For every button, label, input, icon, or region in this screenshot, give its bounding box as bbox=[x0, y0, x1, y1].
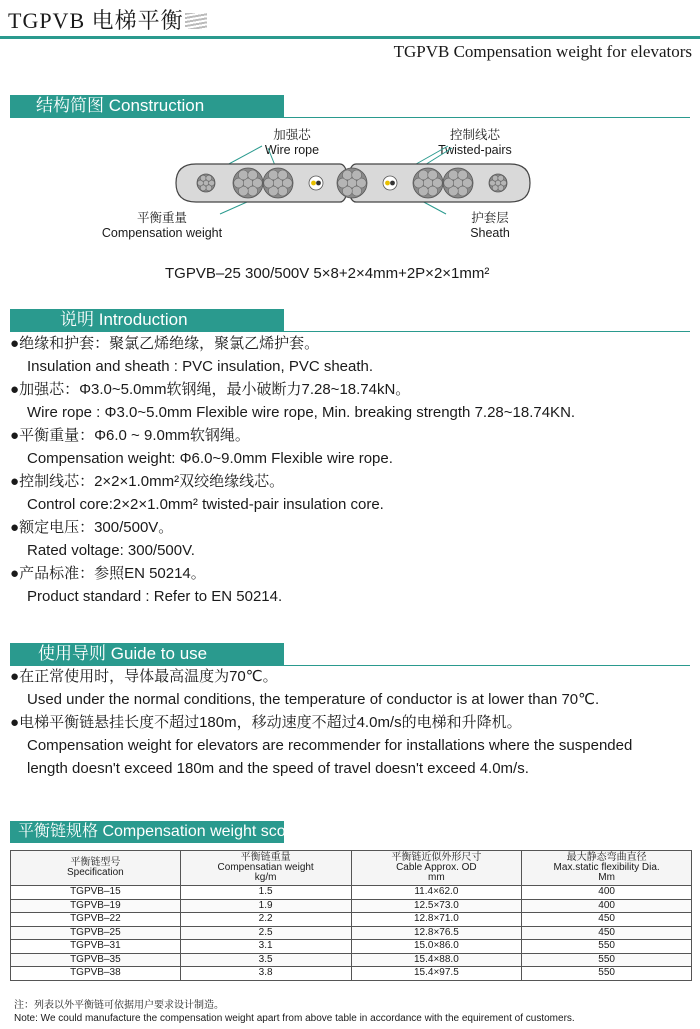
scope-heading: 平衡链规格 Compensation weight scope bbox=[10, 821, 284, 843]
table-header-line: Compensatian weight bbox=[217, 862, 314, 873]
table-cell: TGPVB–35 bbox=[11, 953, 181, 967]
table-cell: TGPVB–22 bbox=[11, 913, 181, 927]
intro-item-1-en: Insulation and sheath : PVC insulation, PVC sheath. bbox=[27, 358, 374, 375]
table-cell: 12.8×76.5 bbox=[351, 926, 522, 940]
table-header-cell bbox=[522, 851, 692, 886]
compensation-rope-core bbox=[443, 168, 473, 198]
intro-item-2-en: Wire rope : Φ3.0~5.0mm Flexible wire rope, Min. breaking strength 7.28~18.74KN. bbox=[27, 404, 576, 421]
table-cell: 15.0×86.0 bbox=[351, 940, 522, 954]
guide-item-2-cn: ●电梯平衡链悬挂长度不超过180m，移动速度不超过4.0m/s的电梯和升降机。 bbox=[10, 714, 522, 731]
table-cell: 15.4×88.0 bbox=[351, 953, 522, 967]
guide-heading: 使用导则 Guide to use bbox=[10, 643, 284, 665]
scope-section bbox=[10, 821, 690, 843]
table-cell: 1.5 bbox=[180, 886, 351, 900]
guide-list bbox=[10, 665, 690, 780]
wire-rope-label-en: Wire rope bbox=[264, 143, 320, 157]
table-cell: 450 bbox=[522, 913, 692, 927]
wire-rope-core bbox=[489, 174, 507, 192]
table-row bbox=[11, 940, 692, 954]
table-header-cell bbox=[11, 851, 181, 886]
guide-item-2-en-line2: length doesn't exceed 180m and the speed of travel doesn't exceed 4.0m/s. bbox=[27, 760, 529, 777]
table-row bbox=[11, 967, 692, 981]
table-cell: TGPVB–31 bbox=[11, 940, 181, 954]
compensation-rope-core bbox=[233, 168, 263, 198]
note-cn: 注：列表以外平衡链可依据用户要求设计制造。 bbox=[14, 1000, 224, 1011]
table-header-row bbox=[11, 851, 692, 886]
table-header-line: Cable Approx. OD bbox=[396, 862, 477, 873]
wire-rope-core bbox=[197, 174, 215, 192]
introduction-list bbox=[10, 332, 690, 608]
cable-cores bbox=[197, 168, 507, 198]
table-cell: 2.2 bbox=[180, 913, 351, 927]
intro-item-4-cn-text: 控制线芯：2×2×1.0mm²双绞绝缘线芯。 bbox=[19, 473, 285, 490]
table-row bbox=[11, 926, 692, 940]
table-cell: 12.5×73.0 bbox=[351, 899, 522, 913]
table-cell: 3.1 bbox=[180, 940, 351, 954]
table-cell: TGPVB–15 bbox=[11, 886, 181, 900]
table-header-line: 最大静态弯曲直径 bbox=[566, 852, 647, 863]
sheath-label-cn: 护套层 bbox=[471, 211, 509, 225]
compensation-weight-label-en: Compensation weight bbox=[101, 226, 223, 240]
compensation-rope-core bbox=[337, 168, 367, 198]
compensation-rope-core bbox=[263, 168, 293, 198]
intro-item-3-cn-text: 平衡重量：Φ6.0 ~ 9.0mm软钢绳。 bbox=[19, 427, 250, 444]
table-row bbox=[11, 899, 692, 913]
table-cell: TGPVB–38 bbox=[11, 967, 181, 981]
guide-section bbox=[10, 643, 690, 666]
table-cell: TGPVB–19 bbox=[11, 899, 181, 913]
table-cell: 1.9 bbox=[180, 899, 351, 913]
intro-item-6-en: Product standard : Refer to EN 50214. bbox=[27, 588, 283, 605]
intro-item-3-cn: ●平衡重量：Φ6.0 ~ 9.0mm软钢绳。 bbox=[10, 427, 250, 444]
table-header-line: 平衡链型号 bbox=[70, 857, 121, 868]
cable-cross-section bbox=[0, 0, 700, 260]
intro-item-6-cn: ●产品标准：参照EN 50214。 bbox=[10, 565, 206, 582]
guide-item-2-cn-text: 电梯平衡链悬挂长度不超过180m，移动速度不超过4.0m/s的电梯和升降机。 bbox=[19, 714, 522, 731]
twisted-pair-core bbox=[383, 176, 397, 190]
table-header-line: Mm bbox=[598, 872, 615, 883]
intro-item-1-cn: ●绝缘和护套：聚氯乙烯绝缘，聚氯乙烯护套。 bbox=[10, 335, 320, 352]
construction-heading: 结构简图 Construction bbox=[10, 95, 284, 117]
table-header-line: 平衡链近似外形尺寸 bbox=[391, 852, 482, 863]
table-row bbox=[11, 886, 692, 900]
intro-item-5-cn-text: 额定电压：300/500V。 bbox=[19, 519, 174, 536]
guide-item-1-cn: ●在正常使用时，导体最高温度为70℃。 bbox=[10, 668, 278, 685]
twisted-pairs-label-cn: 控制线芯 bbox=[449, 128, 500, 142]
table-cell: 400 bbox=[522, 886, 692, 900]
table-cell: 3.8 bbox=[180, 967, 351, 981]
table-cell: 12.8×71.0 bbox=[351, 913, 522, 927]
guide-item-1-en: Used under the normal conditions, the temperature of conductor is at lower than 70℃. bbox=[27, 691, 600, 708]
intro-item-2-cn-text: 加强芯：Φ3.0~5.0mm软钢绳，最小破断力7.28~18.74kN。 bbox=[19, 381, 411, 398]
cable-model-text: TGPVB–25 300/500V 5×8+2×4mm+2P×2×1mm² bbox=[165, 265, 490, 282]
table-cell: TGPVB–25 bbox=[11, 926, 181, 940]
table-row bbox=[11, 953, 692, 967]
table-header-line: 平衡链重量 bbox=[240, 852, 291, 863]
table-cell: 550 bbox=[522, 940, 692, 954]
page-title-text: TGPVB 电梯平衡 bbox=[8, 8, 184, 33]
table-header-cell bbox=[180, 851, 351, 886]
intro-item-1-cn-text: 绝缘和护套：聚氯乙烯绝缘，聚氯乙烯护套。 bbox=[19, 335, 320, 352]
table-cell: 11.4×62.0 bbox=[351, 886, 522, 900]
table-cell: 400 bbox=[522, 899, 692, 913]
intro-item-5-cn: ●额定电压：300/500V。 bbox=[10, 519, 174, 536]
guide-item-2-en-line1: Compensation weight for elevators are recommender for installations where the suspended bbox=[27, 737, 633, 754]
intro-item-2-cn: ●加强芯：Φ3.0~5.0mm软钢绳，最小破断力7.28~18.74kN。 bbox=[10, 381, 411, 398]
table-header-line: Max.static flexibility Dia. bbox=[553, 862, 660, 873]
twisted-pairs-label-en: Twisted-pairs bbox=[438, 143, 512, 157]
page-subtitle: TGPVB Compensation weight for elevators bbox=[393, 42, 692, 61]
table-cell: 450 bbox=[522, 926, 692, 940]
table-cell: 3.5 bbox=[180, 953, 351, 967]
compensation-rope-core bbox=[413, 168, 443, 198]
intro-item-4-cn: ●控制线芯：2×2×1.0mm²双绞绝缘线芯。 bbox=[10, 473, 285, 490]
table-header-line: kg/m bbox=[254, 872, 277, 883]
note-en: Note: We could manufacture the compensation weight apart from above table in accordance with the equirement of customers. bbox=[14, 1013, 575, 1024]
table-header-line: mm bbox=[428, 872, 445, 883]
introduction-section bbox=[10, 309, 690, 332]
table-cell: 550 bbox=[522, 967, 692, 981]
intro-item-3-en: Compensation weight: Φ6.0~9.0mm Flexible wire rope. bbox=[27, 450, 393, 467]
table-header-cell bbox=[351, 851, 522, 886]
table-cell: 15.4×97.5 bbox=[351, 967, 522, 981]
intro-item-6-cn-text: 产品标准：参照EN 50214。 bbox=[19, 565, 206, 582]
sheath-label-en: Sheath bbox=[470, 226, 510, 240]
compensation-weight-label-cn: 平衡重量 bbox=[136, 211, 187, 225]
introduction-heading: 说明 Introduction bbox=[10, 309, 284, 331]
intro-item-4-en: Control core:2×2×1.0mm² twisted-pair insulation core. bbox=[27, 496, 384, 513]
twisted-pair-core bbox=[309, 176, 323, 190]
spec-table bbox=[10, 850, 692, 981]
guide-item-1-cn-text: 在正常使用时，导体最高温度为70℃。 bbox=[19, 668, 278, 685]
table-row bbox=[11, 913, 692, 927]
intro-item-5-en: Rated voltage: 300/500V. bbox=[27, 542, 195, 559]
table-cell: 2.5 bbox=[180, 926, 351, 940]
table-header-line: Specification bbox=[67, 867, 124, 878]
wire-rope-label-cn: 加强芯 bbox=[273, 128, 311, 142]
table-cell: 550 bbox=[522, 953, 692, 967]
